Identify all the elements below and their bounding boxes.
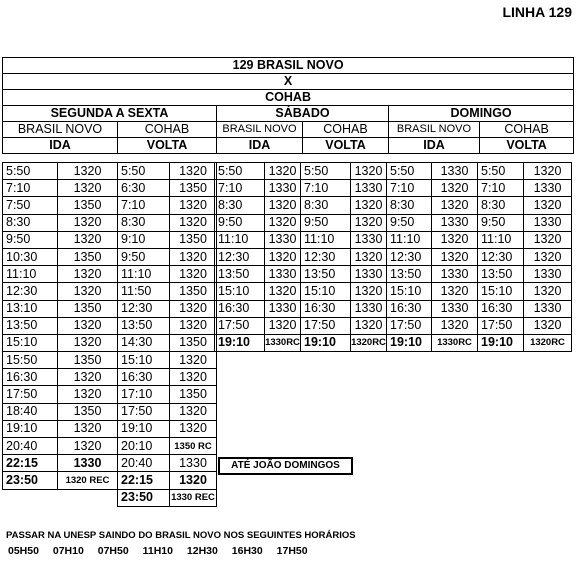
table-row — [478, 300, 572, 317]
departure-time: 7:10 — [301, 180, 351, 197]
origin-label: BRASIL NOVO — [3, 122, 118, 138]
table-row — [215, 163, 301, 180]
departure-time: 15:10 — [3, 334, 58, 351]
direction-label: VOLTA — [480, 138, 574, 154]
vehicle-code: 1320 — [170, 197, 217, 214]
vehicle-code: 1320 — [170, 163, 217, 180]
departure-time: 19:10 — [118, 420, 170, 437]
vehicle-code: 1320 — [524, 163, 572, 180]
vehicle-code: 1330 — [432, 300, 478, 317]
vehicle-code: 1350 RC — [170, 438, 217, 455]
departure-time: 5:50 — [387, 163, 432, 180]
table-row — [478, 163, 572, 180]
vehicle-code: 1320 — [170, 214, 217, 231]
table-row — [387, 214, 478, 231]
footer-time: 11H10 — [142, 545, 173, 557]
vehicle-code: 1350 — [170, 283, 217, 300]
table-row — [3, 266, 118, 283]
vehicle-code: 1320 — [170, 472, 217, 489]
departure-time: 17:10 — [118, 386, 170, 403]
table-row — [478, 180, 572, 197]
vehicle-code: 1320 — [432, 197, 478, 214]
vehicle-code: 1320 — [58, 420, 118, 437]
vehicle-code: 1320 — [265, 163, 301, 180]
vehicle-code: 1350 — [58, 352, 118, 369]
departure-time: 12:30 — [387, 248, 432, 265]
table-row — [387, 334, 478, 351]
departure-time: 17:50 — [387, 317, 432, 334]
table-row — [301, 248, 387, 265]
departure-time: 17:50 — [3, 386, 58, 403]
vehicle-code: 1330 — [58, 455, 118, 472]
table-row — [3, 283, 118, 300]
table-row — [215, 300, 301, 317]
departure-time: 9:50 — [301, 214, 351, 231]
vehicle-code: 1330 — [524, 214, 572, 231]
vehicle-code: 1320 — [170, 248, 217, 265]
footer-time: 12H30 — [186, 545, 218, 557]
table-row — [3, 369, 118, 386]
table-row — [478, 334, 572, 351]
vehicle-code: 1320 — [265, 317, 301, 334]
table-row — [118, 180, 217, 197]
table-row — [387, 163, 478, 180]
departure-time: 10:30 — [3, 248, 58, 265]
departure-time: 13:10 — [3, 300, 58, 317]
table-row — [118, 334, 217, 351]
vehicle-code: 1350 — [170, 231, 217, 248]
departure-time: 14:30 — [118, 334, 170, 351]
route-destination: COHAB — [3, 90, 574, 106]
departure-time: 9:50 — [118, 248, 170, 265]
table-row — [301, 317, 387, 334]
table-row — [301, 163, 387, 180]
direction-label: IDA — [389, 138, 480, 154]
schedule-column-sun-volta — [477, 162, 572, 352]
departure-time: 12:30 — [301, 248, 351, 265]
departure-time: 22:15 — [118, 472, 170, 489]
table-row — [387, 180, 478, 197]
vehicle-code: 1320 — [58, 334, 118, 351]
departure-time: 13:50 — [387, 266, 432, 283]
vehicle-code: 1330RC — [432, 334, 478, 351]
table-row — [478, 317, 572, 334]
schedule-header — [2, 57, 574, 154]
departure-time: 5:50 — [301, 163, 351, 180]
footer-time: 07H10 — [52, 545, 84, 557]
vehicle-code: 1320 — [351, 317, 387, 334]
table-row — [478, 266, 572, 283]
vehicle-code: 1320RC — [524, 334, 572, 351]
origin-label: COHAB — [118, 122, 217, 138]
departure-time: 16:30 — [478, 300, 524, 317]
table-row — [387, 300, 478, 317]
vehicle-code: 1320 — [170, 352, 217, 369]
departure-time: 12:30 — [3, 283, 58, 300]
origin-label: COHAB — [480, 122, 574, 138]
vehicle-code: 1330RC — [265, 334, 301, 351]
vehicle-code: 1320 — [351, 283, 387, 300]
vehicle-code: 1350 — [58, 197, 118, 214]
table-row — [3, 472, 118, 489]
vehicle-code: 1320 — [58, 369, 118, 386]
vehicle-code: 1320 — [351, 163, 387, 180]
day-sunday: DOMINGO — [389, 106, 574, 122]
departure-time: 16:30 — [215, 300, 265, 317]
table-row — [3, 163, 118, 180]
table-row — [118, 386, 217, 403]
departure-time: 7:10 — [215, 180, 265, 197]
table-row — [118, 489, 217, 506]
departure-time: 12:30 — [118, 300, 170, 317]
vehicle-code: 1330 — [351, 266, 387, 283]
departure-time: 8:30 — [301, 197, 351, 214]
table-row — [301, 266, 387, 283]
vehicle-code: 1350 — [58, 248, 118, 265]
table-row — [387, 248, 478, 265]
departure-time: 11:10 — [301, 231, 351, 248]
table-row — [3, 180, 118, 197]
table-row — [118, 438, 217, 455]
direction-label: IDA — [3, 138, 118, 154]
vehicle-code: 1320 — [58, 180, 118, 197]
table-row — [215, 266, 301, 283]
departure-time: 11:10 — [387, 231, 432, 248]
departure-time: 8:30 — [118, 214, 170, 231]
table-row — [118, 317, 217, 334]
vehicle-code: 1320 — [58, 283, 118, 300]
schedule-column-sat-ida — [214, 162, 301, 352]
vehicle-code: 1320 — [170, 420, 217, 437]
table-row — [3, 300, 118, 317]
departure-time: 19:10 — [478, 334, 524, 351]
vehicle-code: 1320 — [524, 248, 572, 265]
vehicle-code: 1320 — [170, 403, 217, 420]
vehicle-code: 1330 — [265, 231, 301, 248]
origin-label: COHAB — [303, 122, 389, 138]
departure-time: 23:50 — [118, 489, 170, 506]
vehicle-code: 1320 — [265, 214, 301, 231]
vehicle-code: 1320 — [432, 248, 478, 265]
vehicle-code: 1350 — [170, 334, 217, 351]
departure-time: 11:10 — [478, 231, 524, 248]
vehicle-code: 1320 — [265, 283, 301, 300]
departure-time: 16:30 — [118, 369, 170, 386]
footer-time: 16H30 — [231, 545, 263, 557]
departure-time: 12:30 — [215, 248, 265, 265]
departure-time: 16:30 — [301, 300, 351, 317]
vehicle-code: 1330 — [432, 266, 478, 283]
vehicle-code: 1320 — [58, 214, 118, 231]
vehicle-code: 1350 — [170, 180, 217, 197]
table-row — [3, 214, 118, 231]
table-row — [215, 248, 301, 265]
departure-time: 13:50 — [3, 317, 58, 334]
vehicle-code: 1330 — [524, 266, 572, 283]
table-row — [215, 214, 301, 231]
vehicle-code: 1320 — [524, 231, 572, 248]
departure-time: 17:50 — [301, 317, 351, 334]
vehicle-code: 1320 — [351, 214, 387, 231]
table-row — [301, 283, 387, 300]
departure-time: 11:10 — [215, 231, 265, 248]
table-row — [118, 369, 217, 386]
table-row — [118, 455, 217, 472]
departure-time: 9:10 — [118, 231, 170, 248]
table-row — [478, 283, 572, 300]
vehicle-code: 1330 — [351, 231, 387, 248]
table-row — [387, 283, 478, 300]
table-row — [3, 420, 118, 437]
departure-time: 11:10 — [3, 266, 58, 283]
table-row — [118, 197, 217, 214]
line-label: LINHA 129 — [502, 4, 572, 20]
table-row — [478, 231, 572, 248]
vehicle-code: 1320 — [58, 163, 118, 180]
table-row — [3, 438, 118, 455]
departure-time: 7:10 — [118, 197, 170, 214]
table-row — [215, 317, 301, 334]
table-row — [3, 231, 118, 248]
footer-time: 17H50 — [276, 545, 308, 557]
departure-time: 8:30 — [387, 197, 432, 214]
table-row — [215, 231, 301, 248]
table-row — [118, 266, 217, 283]
table-row — [478, 214, 572, 231]
departure-time: 15:10 — [478, 283, 524, 300]
departure-time: 11:10 — [118, 266, 170, 283]
departure-time: 17:50 — [118, 403, 170, 420]
departure-time: 15:50 — [3, 352, 58, 369]
table-row — [215, 197, 301, 214]
schedule-column-sat-volta — [300, 162, 387, 352]
schedule-column-sun-ida — [386, 162, 478, 352]
vehicle-code: 1320 — [58, 438, 118, 455]
departure-time: 17:50 — [478, 317, 524, 334]
until-note: ATÉ JOÃO DOMINGOS — [218, 457, 353, 475]
route-separator: X — [3, 74, 574, 90]
departure-time: 18:40 — [3, 403, 58, 420]
vehicle-code: 1330 — [524, 180, 572, 197]
vehicle-code: 1320 — [58, 317, 118, 334]
footer-note: PASSAR NA UNESP SAINDO DO BRASIL NOVO NOS SEGUINTES HORÁRIOS — [6, 530, 356, 541]
table-row — [478, 248, 572, 265]
vehicle-code: 1320 — [432, 283, 478, 300]
vehicle-code: 1320 — [524, 317, 572, 334]
departure-time: 5:50 — [118, 163, 170, 180]
table-row — [118, 300, 217, 317]
table-row — [118, 163, 217, 180]
vehicle-code: 1320RC — [351, 334, 387, 351]
table-row — [478, 197, 572, 214]
vehicle-code: 1330 — [265, 300, 301, 317]
schedule-column-weekday-ida — [2, 162, 118, 490]
departure-time: 19:10 — [301, 334, 351, 351]
vehicle-code: 1330 REC — [170, 489, 217, 506]
vehicle-code: 1330 — [265, 266, 301, 283]
vehicle-code: 1320 — [58, 386, 118, 403]
day-weekday: SEGUNDA A SEXTA — [3, 106, 217, 122]
vehicle-code: 1330 — [351, 300, 387, 317]
vehicle-code: 1320 — [432, 317, 478, 334]
vehicle-code: 1330 — [351, 180, 387, 197]
vehicle-code: 1320 — [524, 197, 572, 214]
table-row — [301, 231, 387, 248]
departure-time: 5:50 — [215, 163, 265, 180]
route-title: 129 BRASIL NOVO — [3, 58, 574, 74]
table-row — [118, 420, 217, 437]
vehicle-code: 1350 — [58, 300, 118, 317]
table-row — [3, 455, 118, 472]
vehicle-code: 1320 — [58, 266, 118, 283]
vehicle-code: 1320 — [432, 231, 478, 248]
vehicle-code: 1320 — [524, 283, 572, 300]
vehicle-code: 1350 — [170, 386, 217, 403]
table-row — [301, 300, 387, 317]
vehicle-code: 1320 — [170, 317, 217, 334]
departure-time: 15:10 — [387, 283, 432, 300]
departure-time: 17:50 — [215, 317, 265, 334]
table-row — [118, 231, 217, 248]
departure-time: 19:10 — [3, 420, 58, 437]
departure-time: 7:50 — [3, 197, 58, 214]
departure-time: 9:50 — [387, 214, 432, 231]
table-row — [215, 334, 301, 351]
departure-time: 7:10 — [478, 180, 524, 197]
table-row — [3, 352, 118, 369]
vehicle-code: 1330 — [432, 214, 478, 231]
departure-time: 8:30 — [478, 197, 524, 214]
table-row — [118, 248, 217, 265]
table-row — [301, 180, 387, 197]
departure-time: 9:50 — [478, 214, 524, 231]
departure-time: 22:15 — [3, 455, 58, 472]
origin-label: BRASIL NOVO — [217, 122, 303, 138]
footer-time: 07H50 — [97, 545, 129, 557]
departure-time: 20:10 — [118, 438, 170, 455]
table-row — [118, 472, 217, 489]
footer-times — [8, 545, 316, 557]
vehicle-code: 1320 — [58, 231, 118, 248]
departure-time: 13:50 — [478, 266, 524, 283]
vehicle-code: 1330 — [265, 180, 301, 197]
table-row — [118, 283, 217, 300]
vehicle-code: 1320 — [170, 369, 217, 386]
table-row — [3, 334, 118, 351]
vehicle-code: 1320 — [265, 248, 301, 265]
table-row — [3, 317, 118, 334]
vehicle-code: 1330 — [432, 163, 478, 180]
table-row — [387, 197, 478, 214]
table-row — [301, 197, 387, 214]
departure-time: 7:10 — [387, 180, 432, 197]
vehicle-code: 1320 — [351, 197, 387, 214]
vehicle-code: 1320 REC — [58, 472, 118, 489]
direction-label: IDA — [217, 138, 303, 154]
table-row — [387, 317, 478, 334]
departure-time: 20:40 — [3, 438, 58, 455]
departure-time: 12:30 — [478, 248, 524, 265]
table-row — [118, 214, 217, 231]
direction-label: VOLTA — [118, 138, 217, 154]
table-row — [301, 214, 387, 231]
vehicle-code: 1350 — [58, 403, 118, 420]
table-row — [301, 334, 387, 351]
vehicle-code: 1330 — [170, 455, 217, 472]
table-row — [215, 180, 301, 197]
table-row — [387, 231, 478, 248]
origin-label: BRASIL NOVO — [389, 122, 480, 138]
departure-time: 15:10 — [301, 283, 351, 300]
table-row — [3, 248, 118, 265]
departure-time: 11:50 — [118, 283, 170, 300]
table-row — [3, 403, 118, 420]
footer-time: 05H50 — [8, 545, 39, 557]
departure-time: 7:10 — [3, 180, 58, 197]
departure-time: 9:50 — [3, 231, 58, 248]
departure-time: 15:10 — [215, 283, 265, 300]
direction-label: VOLTA — [303, 138, 389, 154]
schedule-column-weekday-volta — [117, 162, 217, 507]
departure-time: 6:30 — [118, 180, 170, 197]
table-row — [3, 386, 118, 403]
vehicle-code: 1320 — [170, 266, 217, 283]
departure-time: 19:10 — [387, 334, 432, 351]
departure-time: 16:30 — [3, 369, 58, 386]
table-row — [387, 266, 478, 283]
vehicle-code: 1320 — [265, 197, 301, 214]
table-row — [118, 352, 217, 369]
day-saturday: SÁBADO — [217, 106, 389, 122]
departure-time: 16:30 — [387, 300, 432, 317]
vehicle-code: 1320 — [432, 180, 478, 197]
departure-time: 13:50 — [118, 317, 170, 334]
departure-time: 20:40 — [118, 455, 170, 472]
table-row — [215, 283, 301, 300]
departure-time: 9:50 — [215, 214, 265, 231]
departure-time: 23:50 — [3, 472, 58, 489]
departure-time: 8:30 — [215, 197, 265, 214]
departure-time: 13:50 — [301, 266, 351, 283]
departure-time: 5:50 — [478, 163, 524, 180]
departure-time: 5:50 — [3, 163, 58, 180]
table-row — [118, 403, 217, 420]
departure-time: 8:30 — [3, 214, 58, 231]
vehicle-code: 1330 — [524, 300, 572, 317]
departure-time: 19:10 — [215, 334, 265, 351]
table-row — [3, 197, 118, 214]
vehicle-code: 1320 — [351, 248, 387, 265]
departure-time: 15:10 — [118, 352, 170, 369]
vehicle-code: 1320 — [170, 300, 217, 317]
departure-time: 13:50 — [215, 266, 265, 283]
